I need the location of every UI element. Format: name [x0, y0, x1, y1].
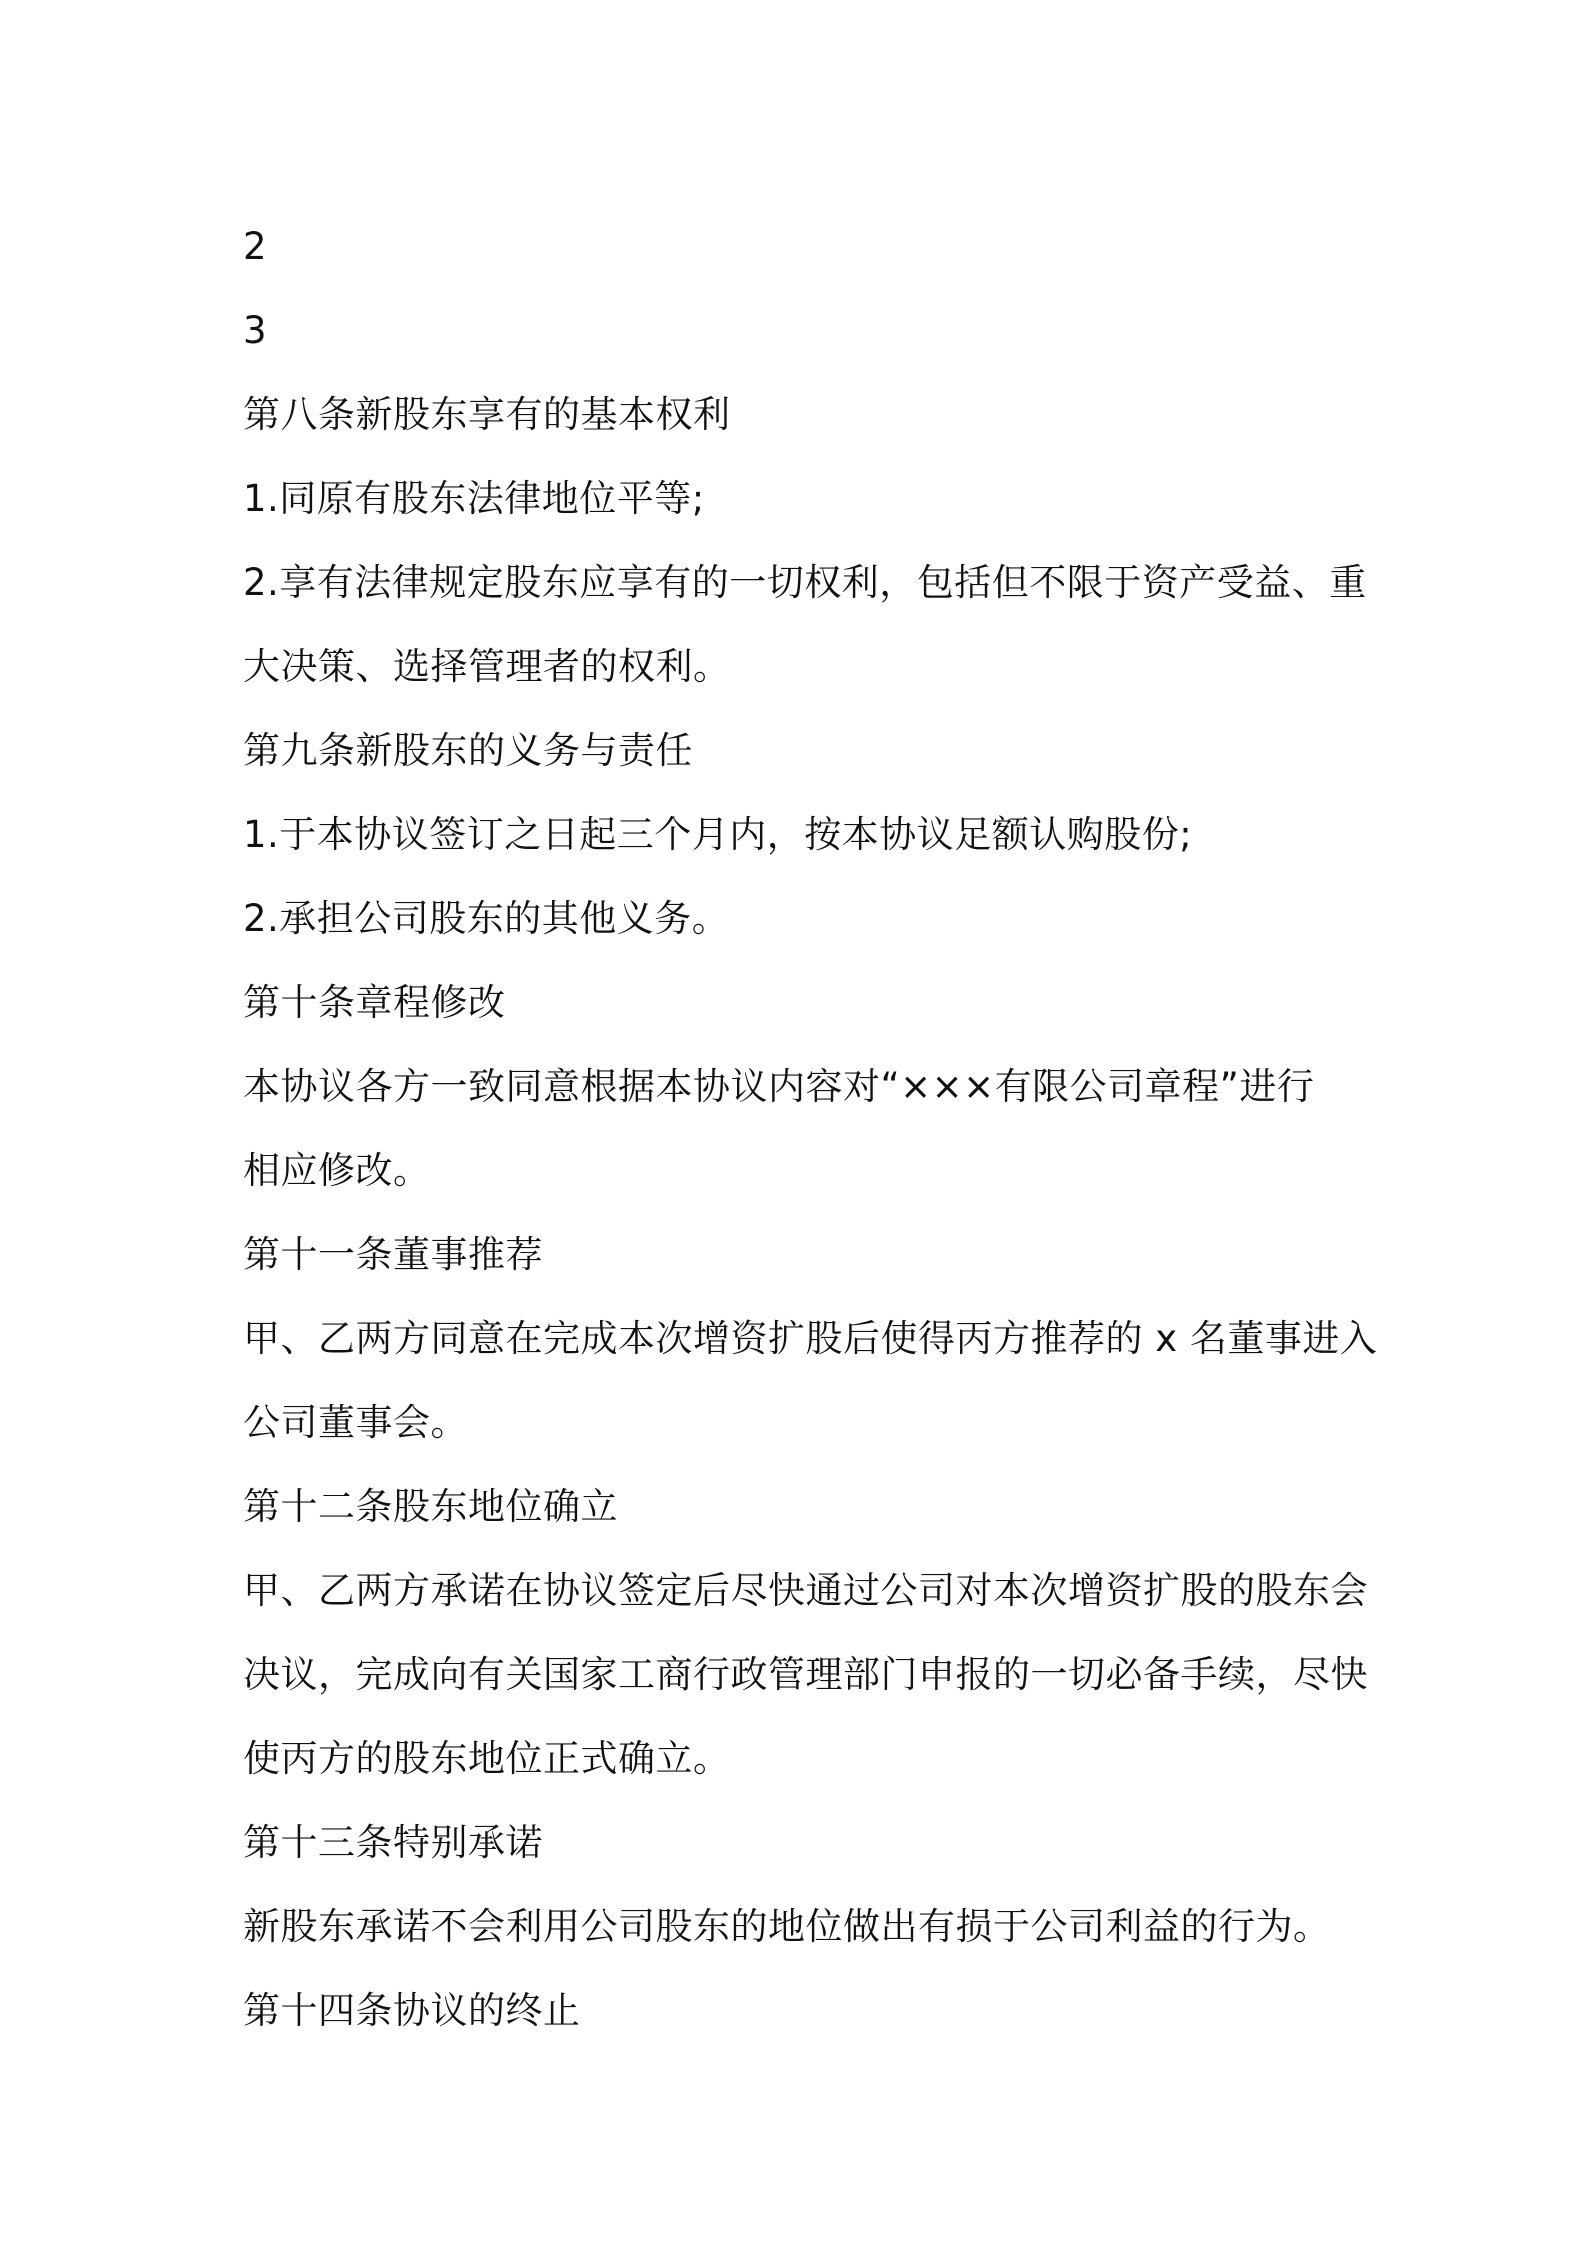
document-page	[243, 205, 1378, 2053]
paragraph-line: 使丙方的股东地位正式确立。	[243, 1737, 731, 1780]
section-heading: 第八条新股东享有的基本权利	[243, 393, 731, 436]
paragraph-line: 本协议各方一致同意根据本协议内容对“×××有限公司章程”进行	[243, 1065, 1315, 1108]
paragraph-line: 2.享有法律规定股东应享有的一切权利，包括但不限于资产受益、重	[243, 561, 1367, 604]
paragraph-line: 决议，完成向有关国家工商行政管理部门申报的一切必备手续，尽快	[243, 1653, 1368, 1696]
paragraph-line: 甲、乙两方同意在完成本次增资扩股后使得丙方推荐的 x 名董事进入	[243, 1317, 1378, 1360]
paragraph-line: 相应修改。	[243, 1149, 431, 1192]
paragraph-line: 新股东承诺不会利用公司股东的地位做出有损于公司利益的行为。	[243, 1905, 1331, 1948]
paragraph-line: 2.承担公司股东的其他义务。	[243, 897, 730, 940]
section-heading: 第九条新股东的义务与责任	[243, 729, 693, 772]
section-heading: 第十一条董事推荐	[243, 1233, 543, 1276]
section-heading: 第十三条特别承诺	[243, 1821, 543, 1864]
paragraph-line: 甲、乙两方承诺在协议签定后尽快通过公司对本次增资扩股的股东会	[243, 1569, 1368, 1612]
page-number: 2	[243, 225, 268, 268]
section-heading: 第十四条协议的终止	[243, 1989, 581, 2032]
section-heading: 第十条章程修改	[243, 981, 506, 1024]
paragraph-line: 公司董事会。	[243, 1401, 468, 1444]
paragraph-line: 1.同原有股东法律地位平等;	[243, 477, 705, 520]
page-number: 3	[243, 309, 268, 352]
paragraph-line: 1.于本协议签订之日起三个月内，按本协议足额认购股份;	[243, 813, 1193, 856]
section-heading: 第十二条股东地位确立	[243, 1485, 618, 1528]
paragraph-line: 大决策、选择管理者的权利。	[243, 645, 731, 688]
